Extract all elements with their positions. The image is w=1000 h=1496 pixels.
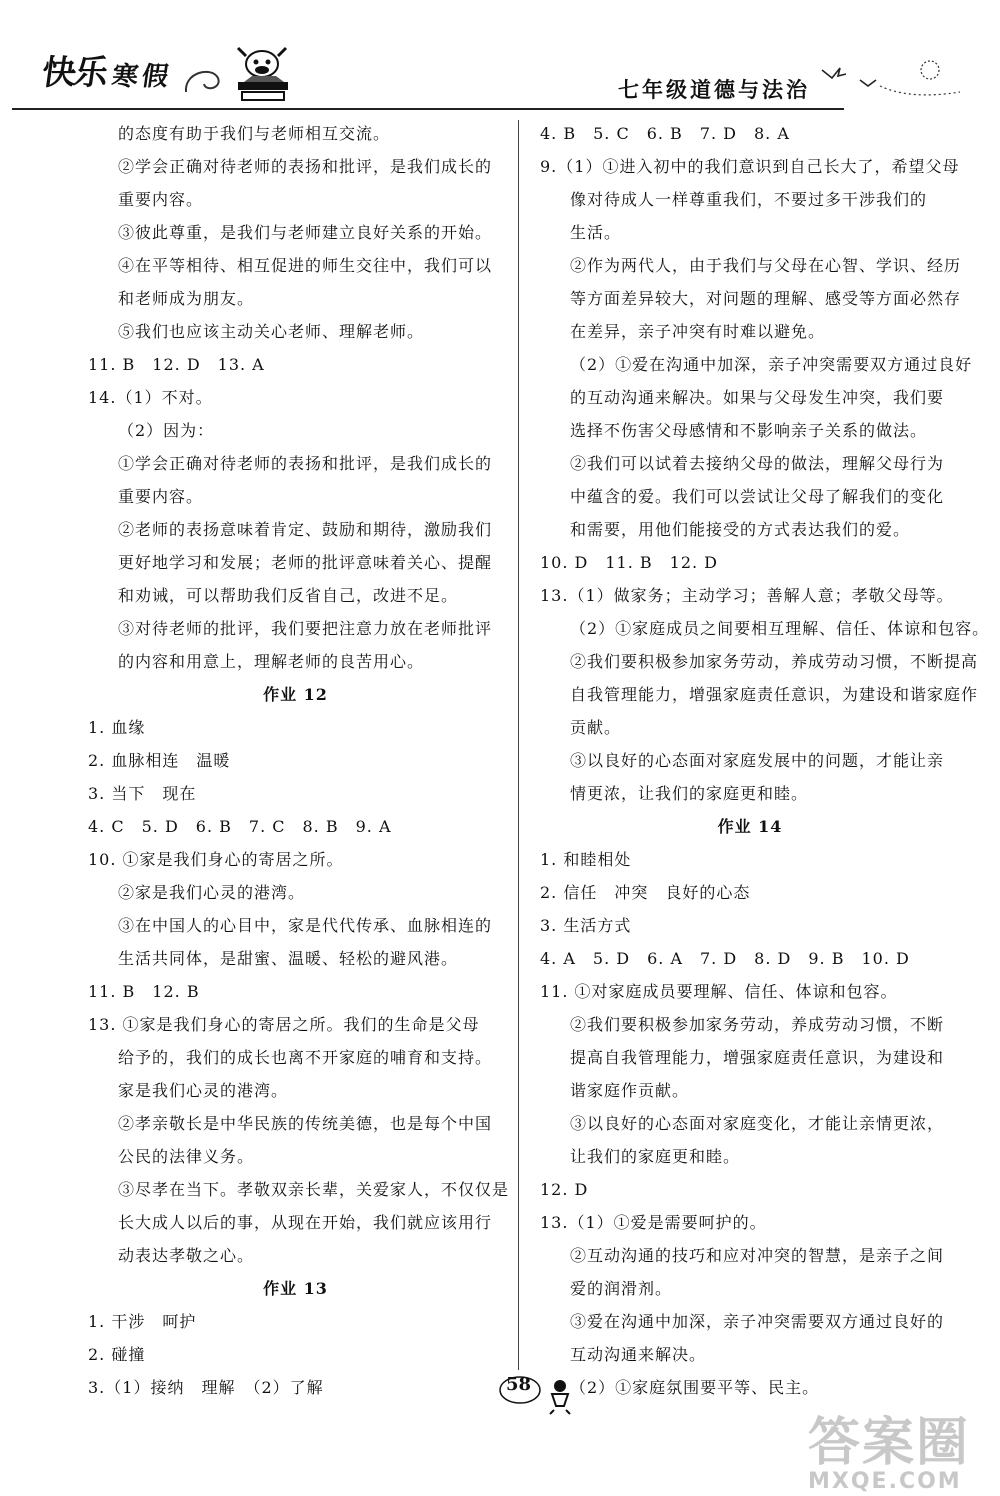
answer-line: 提高自我管理能力，增强家庭责任意识，为建设和 — [570, 1048, 945, 1067]
answer-line: 1. 干涉 呵护 — [88, 1312, 197, 1331]
answer-line: ③爱在沟通中加深，亲子冲突需要双方通过良好的 — [570, 1312, 945, 1331]
page-header — [0, 0, 1000, 110]
answer-line: 长大成人以后的事，从现在开始，我们就应该用行 — [118, 1213, 493, 1232]
answer-line: 公民的法律义务。 — [118, 1147, 255, 1166]
page-number: 58 — [506, 1374, 532, 1395]
answer-line: 给予的，我们的成长也离不开家庭的哺育和支持。 — [118, 1048, 493, 1067]
brand-char-2: 乐 — [71, 53, 109, 93]
answer-line: 11. B 12. B — [88, 982, 200, 1001]
answer-line: ③尽孝在当下。孝敬双亲长辈，关爱家人，不仅仅是 — [118, 1180, 510, 1199]
answer-line: 10. ①家是我们身心的寄居之所。 — [88, 850, 344, 869]
answer-line: 互动沟通来解决。 — [570, 1345, 707, 1364]
answer-line: 的互动沟通来解决。如果与父母发生冲突，我们要 — [570, 388, 945, 407]
answer-line: 的内容和用意上，理解老师的良苦用心。 — [118, 652, 425, 671]
answer-line: 11. ①对家庭成员要理解、信任、体谅和包容。 — [540, 982, 898, 1001]
birds-decoration-icon — [810, 56, 970, 106]
answer-line: 4. B 5. C 6. B 7. D 8. A — [540, 124, 790, 143]
left-column — [88, 117, 510, 1404]
answer-line: （2）①家庭成员之间要相互理解、信任、体谅和包容。 — [570, 619, 990, 638]
answer-line: 3. 当下 现在 — [88, 784, 197, 803]
watermark-main: 答案圈 — [808, 1413, 971, 1473]
column-divider — [518, 120, 519, 1370]
mascot-cow-icon — [232, 42, 294, 106]
answer-line: 像对待成人一样尊重我们，不要过多干涉我们的 — [570, 190, 928, 209]
answer-line: ②学会正确对待老师的表扬和批评，是我们成长的 — [118, 157, 493, 176]
answer-line: ①学会正确对待老师的表扬和批评，是我们成长的 — [118, 454, 493, 473]
brand-char-3: 寒 — [109, 62, 139, 92]
answer-line: 中蕴含的爱。我们可以尝试让父母了解我们的变化 — [570, 487, 945, 506]
header-rule — [12, 108, 844, 110]
section-heading: 作业 12 — [263, 685, 328, 704]
answer-line: ②互动沟通的技巧和应对冲突的智慧，是亲子之间 — [570, 1246, 945, 1265]
answer-line: ②老师的表扬意味着肯定、鼓励和期待，激励我们 — [118, 520, 493, 539]
answer-line: 2. 血脉相连 温暖 — [88, 751, 231, 770]
answer-line: （2）①家庭氛围要平等、民主。 — [570, 1378, 820, 1397]
answer-line: 10. D 11. B 12. D — [540, 553, 719, 572]
answer-line: ②我们要积极参加家务劳动，养成劳动习惯，不断提高 — [570, 652, 979, 671]
brand-char-1: 快 — [39, 53, 77, 93]
watermark-site: MXQE.COM — [808, 1469, 962, 1494]
answer-line: 重要内容。 — [118, 190, 204, 209]
answer-line: ②我们要积极参加家务劳动，养成劳动习惯，不断 — [570, 1015, 945, 1034]
answer-line: 在差异，亲子冲突有时难以避免。 — [570, 322, 826, 341]
answer-line: 2. 信任 冲突 良好的心态 — [540, 883, 751, 902]
answer-line: ②孝亲敬长是中华民族的传统美德，也是每个中国 — [118, 1114, 493, 1133]
answer-line: 生活共同体，是甜蜜、温暖、轻松的避风港。 — [118, 949, 459, 968]
answer-line: 1. 血缘 — [88, 718, 146, 737]
answer-line: 12. D — [540, 1180, 589, 1199]
answer-line: 4. A 5. D 6. A 7. D 8. D 9. B 10. D — [540, 949, 910, 968]
answer-line: （2）因为： — [118, 421, 215, 440]
answer-line: 让我们的家庭更和睦。 — [570, 1147, 741, 1166]
answer-line: 和老师成为朋友。 — [118, 289, 255, 308]
answer-line: 14.（1）不对。 — [88, 388, 213, 407]
answer-line: 生活。 — [570, 223, 622, 242]
answer-line: 动表达孝敬之心。 — [118, 1246, 255, 1265]
answer-line: 谐家庭作贡献。 — [570, 1081, 690, 1100]
answer-line: 3.（1）接纳 理解 （2）了解 — [88, 1378, 324, 1397]
answer-line: 和需要，用他们能接受的方式表达我们的爱。 — [570, 520, 911, 539]
answer-line: 9.（1）①进入初中的我们意识到自己长大了，希望父母 — [540, 157, 960, 176]
answer-line: 3. 生活方式 — [540, 916, 632, 935]
answer-line: 自我管理能力，增强家庭责任意识，为建设和谐家庭作 — [570, 685, 979, 704]
answer-line: 4. C 5. D 6. B 7. C 8. B 9. A — [88, 817, 392, 836]
answer-line: 1. 和睦相处 — [540, 850, 632, 869]
answer-line: ②家是我们心灵的港湾。 — [118, 883, 306, 902]
answer-line: ②作为两代人，由于我们与父母在心智、学识、经历 — [570, 256, 962, 275]
answer-line: ③对待老师的批评，我们要把注意力放在老师批评 — [118, 619, 493, 638]
answer-line: ③在中国人的心目中，家是代代传承、血脉相连的 — [118, 916, 493, 935]
answer-line: ③以良好的心态面对家庭变化，才能让亲情更浓， — [570, 1114, 945, 1133]
brand-logo — [39, 53, 169, 93]
answer-line: 等方面差异较大，对问题的理解、感受等方面必然存 — [570, 289, 962, 308]
answer-line: 爱的润滑剂。 — [570, 1279, 673, 1298]
answer-line: ②我们可以试着去接纳父母的做法，理解父母行为 — [570, 454, 945, 473]
answer-line: 选择不伤害父母感情和不影响亲子关系的做法。 — [570, 421, 928, 440]
right-column — [540, 117, 990, 1404]
subject-title: 七年级道德与法治 — [618, 78, 810, 102]
watermark — [808, 1400, 970, 1494]
answer-line: 的态度有助于我们与老师相互交流。 — [118, 124, 391, 143]
answer-line: 重要内容。 — [118, 487, 204, 506]
answer-line: 13.（1）①爱是需要呵护的。 — [540, 1213, 767, 1232]
answer-line: 更好地学习和发展；老师的批评意味着关心、提醒 — [118, 553, 493, 572]
answer-line: ③以良好的心态面对家庭发展中的问题，才能让亲 — [570, 751, 945, 770]
section-heading: 作业 13 — [263, 1279, 328, 1298]
answer-line: 家是我们心灵的港湾。 — [118, 1081, 289, 1100]
answer-line: 13.（1）做家务；主动学习；善解人意；孝敬父母等。 — [540, 586, 954, 605]
swirl-decoration-icon — [182, 62, 226, 98]
answer-line: 贡献。 — [570, 718, 622, 737]
answer-line: 2. 碰撞 — [88, 1345, 146, 1364]
answer-line: 13. ①家是我们身心的寄居之所。我们的生命是父母 — [88, 1015, 480, 1034]
answer-line: ③彼此尊重，是我们与老师建立良好关系的开始。 — [118, 223, 493, 242]
answer-line: 11. B 12. D 13. A — [88, 355, 265, 374]
brand-char-4: 假 — [139, 62, 169, 92]
answer-line: 情更浓，让我们的家庭更和睦。 — [570, 784, 809, 803]
answer-line: ④在平等相待、相互促进的师生交往中，我们可以 — [118, 256, 493, 275]
answer-line: ⑤我们也应该主动关心老师、理解老师。 — [118, 322, 425, 341]
answer-line: （2）①爱在沟通中加深，亲子冲突需要双方通过良好 — [570, 355, 973, 374]
answer-line: 和劝诫，可以帮助我们反省自己，改进不足。 — [118, 586, 459, 605]
section-heading: 作业 14 — [717, 817, 783, 836]
